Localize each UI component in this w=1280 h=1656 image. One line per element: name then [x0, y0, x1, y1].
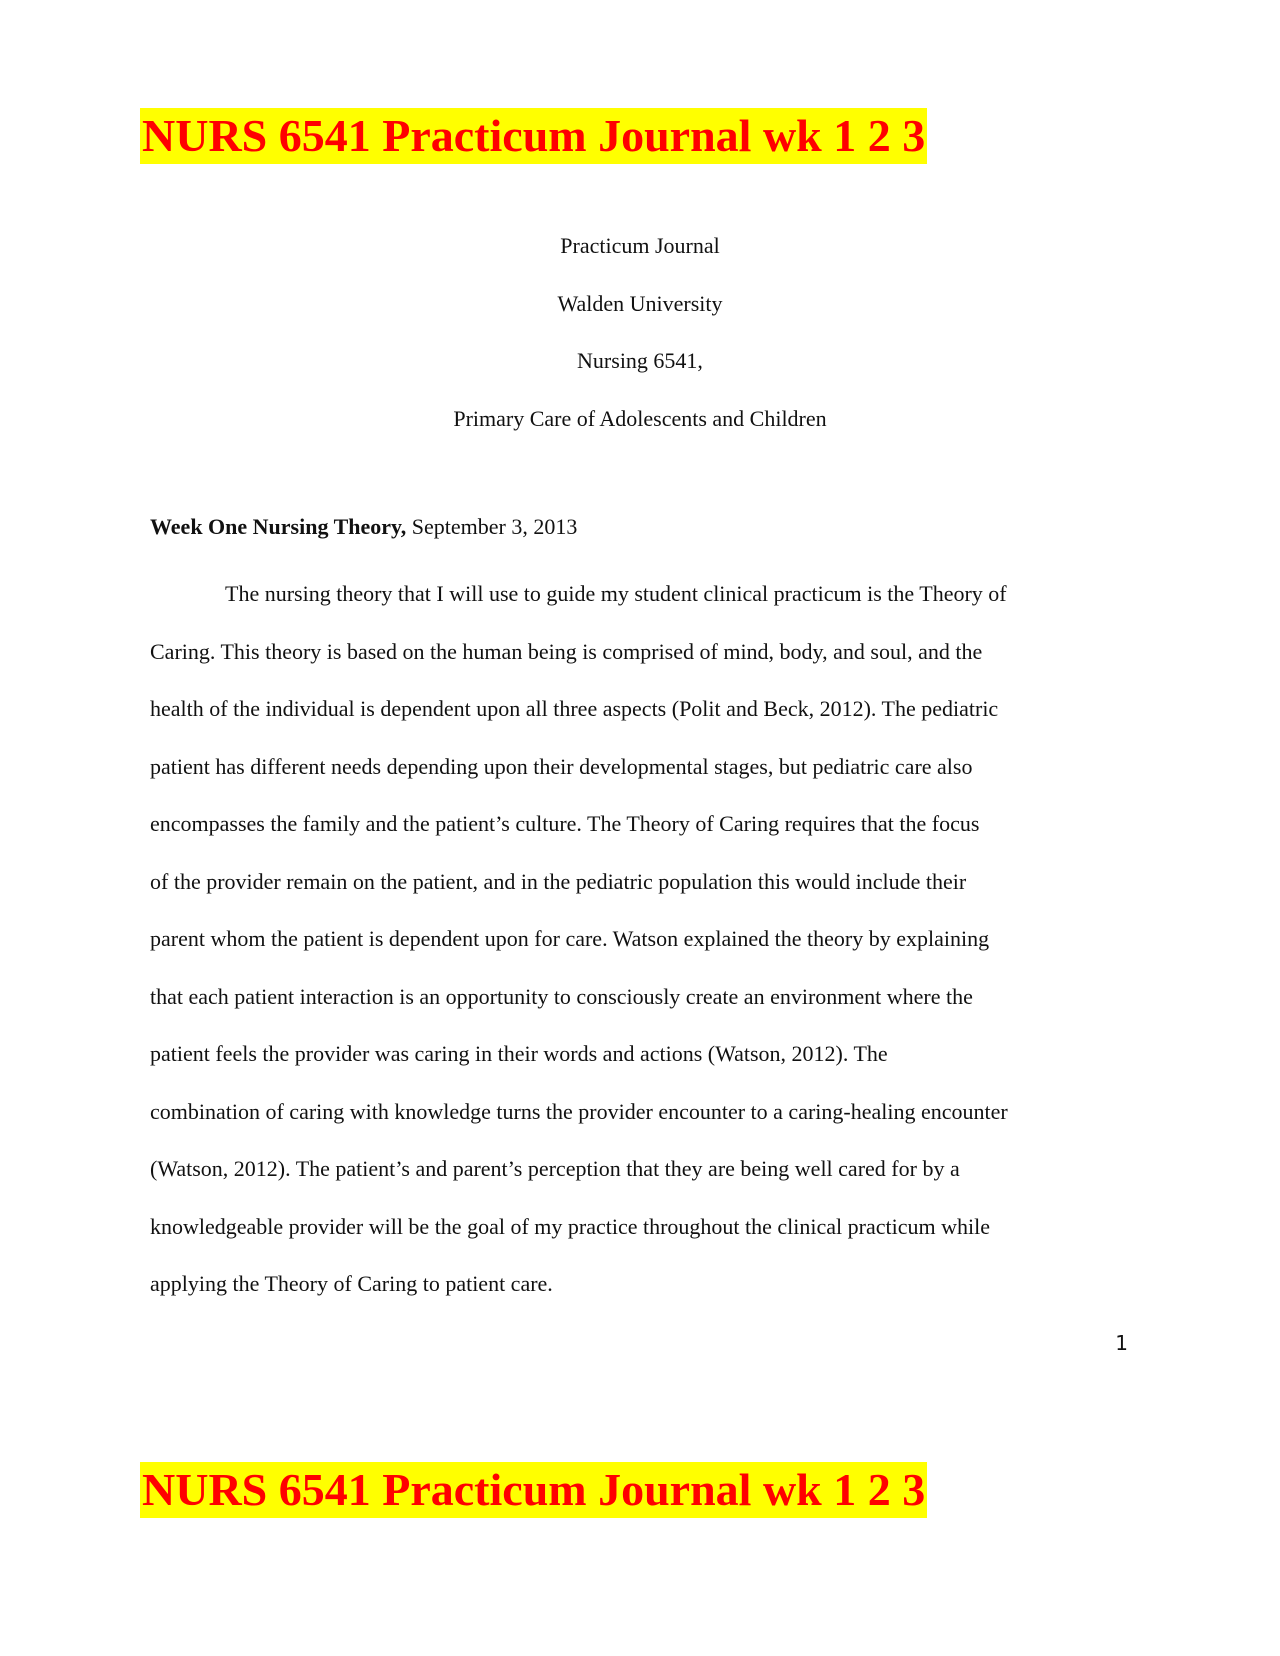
week-one-paragraph — [150, 565, 1140, 1313]
page-number: 1 — [1115, 1331, 1128, 1355]
course-name: Primary Care of Adolescents and Children — [453, 405, 827, 431]
title-page-block — [140, 217, 1140, 447]
paragraph-line: of the provider remain on the patient, and in the pediatric population this would include their — [150, 868, 967, 894]
document-title-banner: NURS 6541 Practicum Journal wk 1 2 3 — [140, 108, 927, 164]
paragraph-line: (Watson, 2012). The patient’s and parent’s perception that they are being well cared for by a — [150, 1156, 960, 1181]
paragraph-line: patient has different needs depending upon their developmental stages, but pediatric care also — [150, 753, 973, 779]
paragraph-line: The nursing theory that I will use to guide my student clinical practicum is the Theory of — [225, 581, 1007, 606]
paragraph-line: parent whom the patient is dependent upon for care. Watson explained the theory by explaining — [150, 926, 990, 951]
week-one-heading-date: September 3, 2013 — [406, 514, 578, 539]
paragraph-line: encompasses the family and the patient’s culture. The Theory of Caring requires that the focus — [150, 811, 980, 836]
paragraph-line: patient feels the provider was caring in their words and actions (Watson, 2012). The — [150, 1041, 888, 1066]
paragraph-line: health of the individual is dependent upon all three aspects (Polit and Beck, 2012). The pediatric — [150, 696, 999, 721]
week-one-heading-title: Week One Nursing Theory, — [150, 514, 407, 539]
paragraph-line: Caring. This theory is based on the human being is comprised of mind, body, and soul, and the — [150, 638, 983, 664]
paragraph-line: that each patient interaction is an opportunity to consciously create an environment where the — [150, 983, 973, 1009]
week-one-heading — [150, 507, 577, 547]
university-name: Walden University — [557, 290, 723, 316]
paragraph-line: combination of caring with knowledge turns the provider encounter to a caring-healing encounter — [150, 1098, 1008, 1124]
document-title-banner-footer: NURS 6541 Practicum Journal wk 1 2 3 — [140, 1462, 927, 1518]
paragraph-line: applying the Theory of Caring to patient care. — [150, 1271, 553, 1296]
paragraph-line: knowledgeable provider will be the goal of my practice throughout the clinical practicum while — [150, 1213, 990, 1239]
journal-title: Practicum Journal — [560, 233, 720, 258]
course-number: Nursing 6541, — [577, 348, 703, 373]
